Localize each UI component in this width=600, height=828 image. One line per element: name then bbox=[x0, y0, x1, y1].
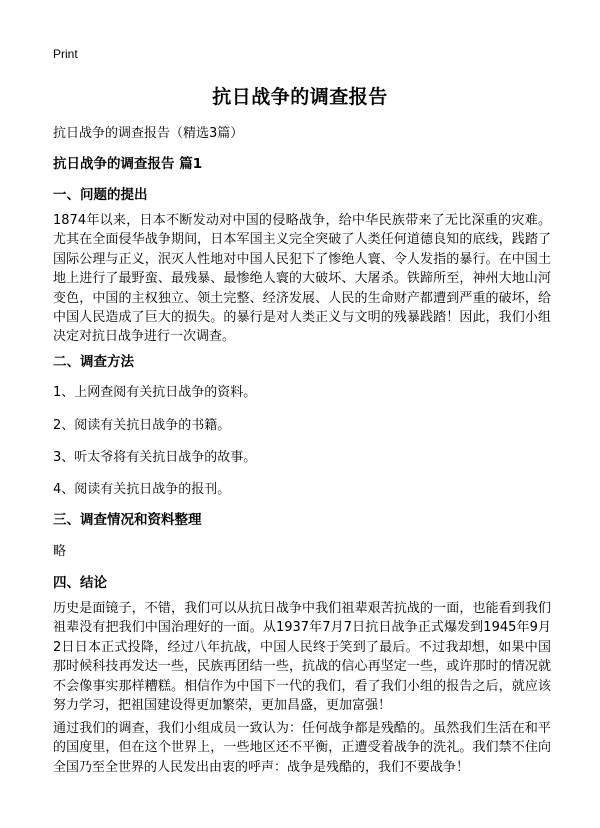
section-heading-findings: 三、调查情况和资料整理 bbox=[53, 512, 202, 528]
conclusion-paragraph-1: 历史是面镜子，不错，我们可以从抗日战争中我们祖辈艰苦抗战的一面，也能看到我们祖辈没有把我们中国治理好的一面。从1937年7月7日抗日战争正式爆发到1945年9月2日日本正式投降，经过八年抗战，中国人民终于笑到了最后。不过我却想，如果中国那时候科技再发达一些，民族再团结一些，抗战的信心再坚定一些，或许那时的情况就不会像事实那样糟糕。相信作为中国下一代的我们，看了我们小组的报告之后，就应该努力学习，把祖国建设得更加繁荣，更加昌盛，更加富强！ bbox=[53, 601, 551, 714]
section-heading-method: 二、调查方法 bbox=[53, 354, 134, 370]
section-text-problem: 1874年以来，日本不断发动对中国的侵略战争，给中华民族带来了无比深重的灾难。尤其在全面侵华战争期间，日本军国主义完全突破了人类任何道德良知的底线，践踏了国际公理与正义，泯灭人性地对中国人民犯下了惨绝人寰、令人发指的暴行。在中国土地上进行了最野蛮、最残暴、最惨绝人寰的大破坏、大屠杀。铁蹄所至，神州大地山河变色，中国的主权独立、领土完整、经济发展、人民的生命财产都遭到严重的破坏，给中国人民造成了巨大的损失。的暴行是对人类正义与文明的残暴践踏！因此，我们小组决定对抗日战争进行一次调查。 bbox=[53, 213, 551, 345]
method-list-item: 2、阅读有关抗日战争的书籍。 bbox=[53, 418, 231, 433]
conclusion-paragraph-2: 通过我们的调查，我们小组成员一致认为：任何战争都是残酷的。虽然我们生活在和平的国度里，但在这个世界上，一些地区还不平衡，正遭受着战争的洗礼。我们禁不住向全国乃至全世界的人民发出由衷的呼声：战争是残酷的，我们不要战争！ bbox=[53, 721, 551, 775]
section-heading-problem: 一、问题的提出 bbox=[53, 187, 148, 203]
method-list-item: 4、阅读有关抗日战争的报刊。 bbox=[53, 482, 231, 497]
page-title: 抗日战争的调查报告 bbox=[212, 86, 388, 108]
print-link[interactable]: Print bbox=[53, 47, 78, 61]
subtitle: 抗日战争的调查报告（精选3篇） bbox=[53, 126, 244, 141]
article-heading: 抗日战争的调查报告 篇1 bbox=[53, 156, 203, 172]
section-heading-conclusion: 四、结论 bbox=[53, 575, 107, 591]
method-list-item: 3、听太爷将有关抗日战争的故事。 bbox=[53, 450, 257, 465]
method-list-item: 1、上网查阅有关抗日战争的资料。 bbox=[53, 385, 257, 400]
section-text-findings: 略 bbox=[53, 544, 67, 559]
